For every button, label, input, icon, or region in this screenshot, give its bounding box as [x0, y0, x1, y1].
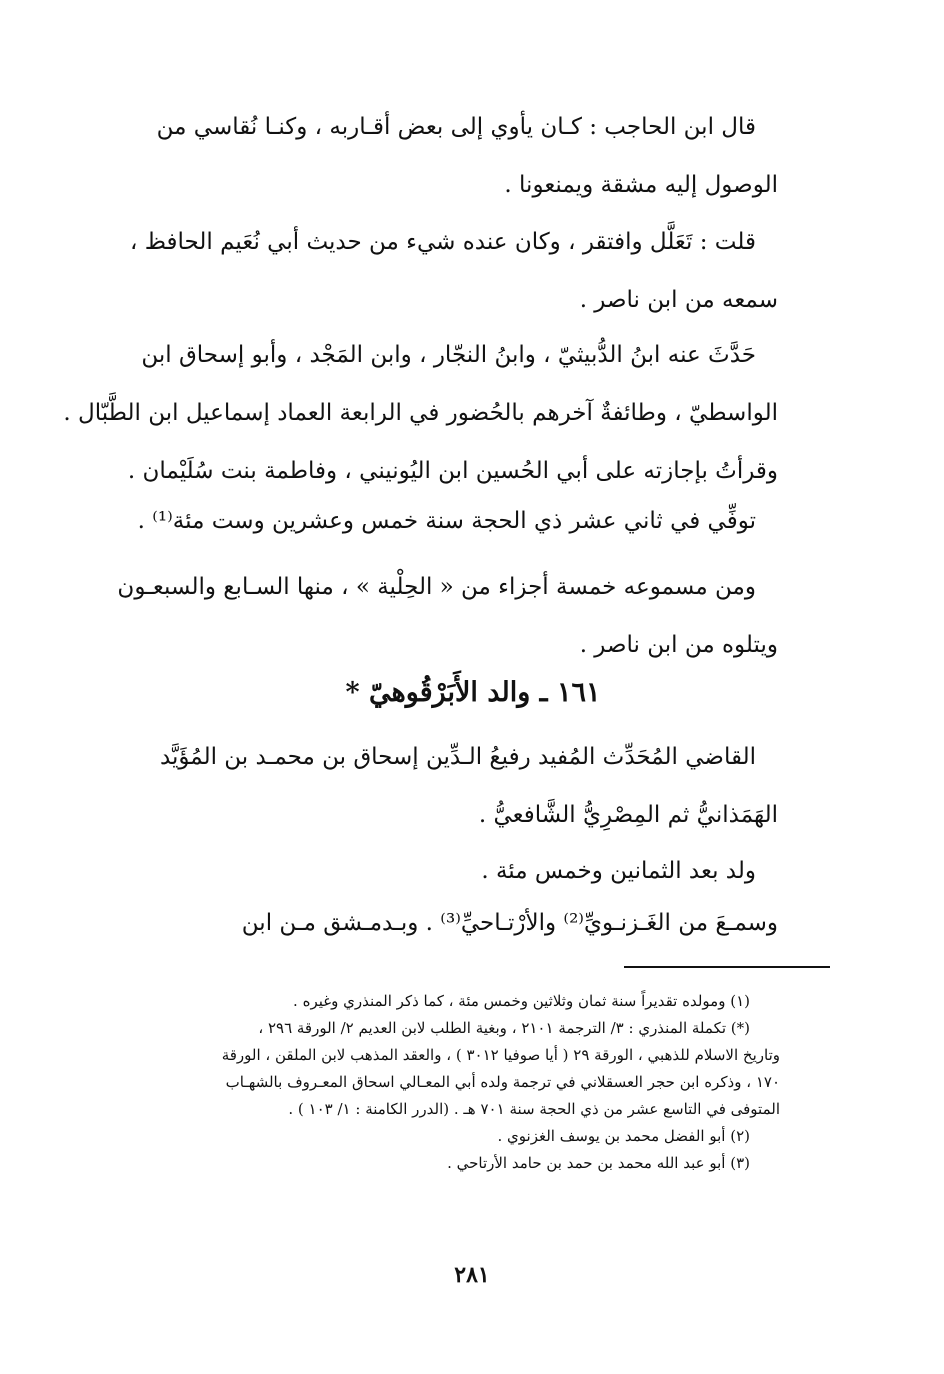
text-line: ومن مسموعه خمسة أجزاء من « الحِلْية » ، منها السـابع والسبعـون: [117, 574, 756, 600]
text-line: ولد بعد الثمانين وخمس مئة .: [481, 858, 756, 884]
entry-heading: ١٦١ ـ والد الأَبَرْقُوهيّ *: [345, 677, 601, 708]
paragraph: [137, 492, 778, 550]
footnotes: [168, 988, 780, 1177]
footnote-line: (*) تكملة المنذري : ٣/ الترجمة ٢١٠١ ، وبغية الطلب لابن العديم ٢/ الورقة ٢٩٦ ،: [258, 1019, 750, 1037]
footnote-line: وتاريخ الاسلام للذهبي ، الورقة ٢٩ ( أيا صوفيا ٣٠١٢ ) ، والعقد المذهب لابن الملقن ، الورقة: [221, 1046, 780, 1064]
paragraph: [168, 842, 778, 952]
footnote-line: ١٧٠ ، وذكره ابن حجر العسقلاني في ترجمة ولده أبي المعـالي اسحاق المعـروف بالشهـاب: [225, 1073, 780, 1091]
page-number: ٢٨١: [454, 1262, 490, 1288]
footnote-line: (٢) أبو الفضل محمد بن يوسف الغزنوي .: [497, 1127, 750, 1145]
paragraph: [129, 213, 778, 329]
footnote-line: (١) ومولده تقديراً سنة ثمان وثلاثين وخمس مئة ، كما ذكر المنذري وغيره .: [293, 992, 750, 1010]
paragraph: [117, 558, 778, 674]
text-line: وسمـعَ من الغَـزنـويِّ⁽²⁾ والأرْتـاحيِّ⁽³⁾ . وبـدمـشق مـن ابن: [241, 910, 778, 936]
footnote-line: المتوفى في التاسع عشر من ذي الحجة سنة ٧٠١ هـ . (الدرر الكامنة : ١/ ١٠٣ ) .: [288, 1100, 780, 1118]
paragraph: [159, 728, 778, 844]
text-line: ويتلوه من ابن ناصر .: [579, 632, 778, 658]
text-line: الواسطيّ ، وطائفةٌ آخرهم بالحُضور في الرابعة العماد إسماعيل ابن الطَّبّال .: [63, 400, 778, 426]
text-line: وقرأتُ بإجازته على أبي الحُسين ابن اليُونيني ، وفاطمة بنت سُلَيْمان .: [127, 458, 778, 484]
text-line: قلت : تَعَلَّل وافتقر ، وكان عنده شيء من حديث أبي نُعَيم الحافظ ،: [129, 229, 756, 255]
paragraph: [63, 326, 778, 500]
footnote-separator: [624, 966, 830, 968]
text-line: القاضي المُحَدِّث المُفيد رفيعُ الـدِّين إسحاق بن محمـد بن المُؤَيَّد: [159, 744, 756, 770]
text-line: الوصول إليه مشقة ويمنعونا .: [504, 172, 778, 198]
main-text: [156, 98, 778, 214]
text-line: سمعه من ابن ناصر .: [579, 287, 778, 313]
text-line: توفِّي في ثاني عشر ذي الحجة سنة خمس وعشرين وست مئة⁽¹⁾ .: [137, 508, 756, 534]
footnote-line: (٣) أبو عبد الله محمد بن حمد بن حامد الأرتاحي .: [447, 1154, 750, 1172]
text-line: الهَمَذانيُّ ثم المِصْرِيُّ الشَّافعيُّ .: [478, 802, 778, 828]
text-line: قال ابن الحاجب : كـان يأوي إلى بعض أقـاربه ، وكنـا نُقاسي من: [156, 114, 756, 140]
text-line: حَدَّثَ عنه ابنُ الدُّبيثيّ ، وابنُ النجّار ، وابن المَجْد ، وأبو إسحاق ابن: [141, 342, 756, 368]
